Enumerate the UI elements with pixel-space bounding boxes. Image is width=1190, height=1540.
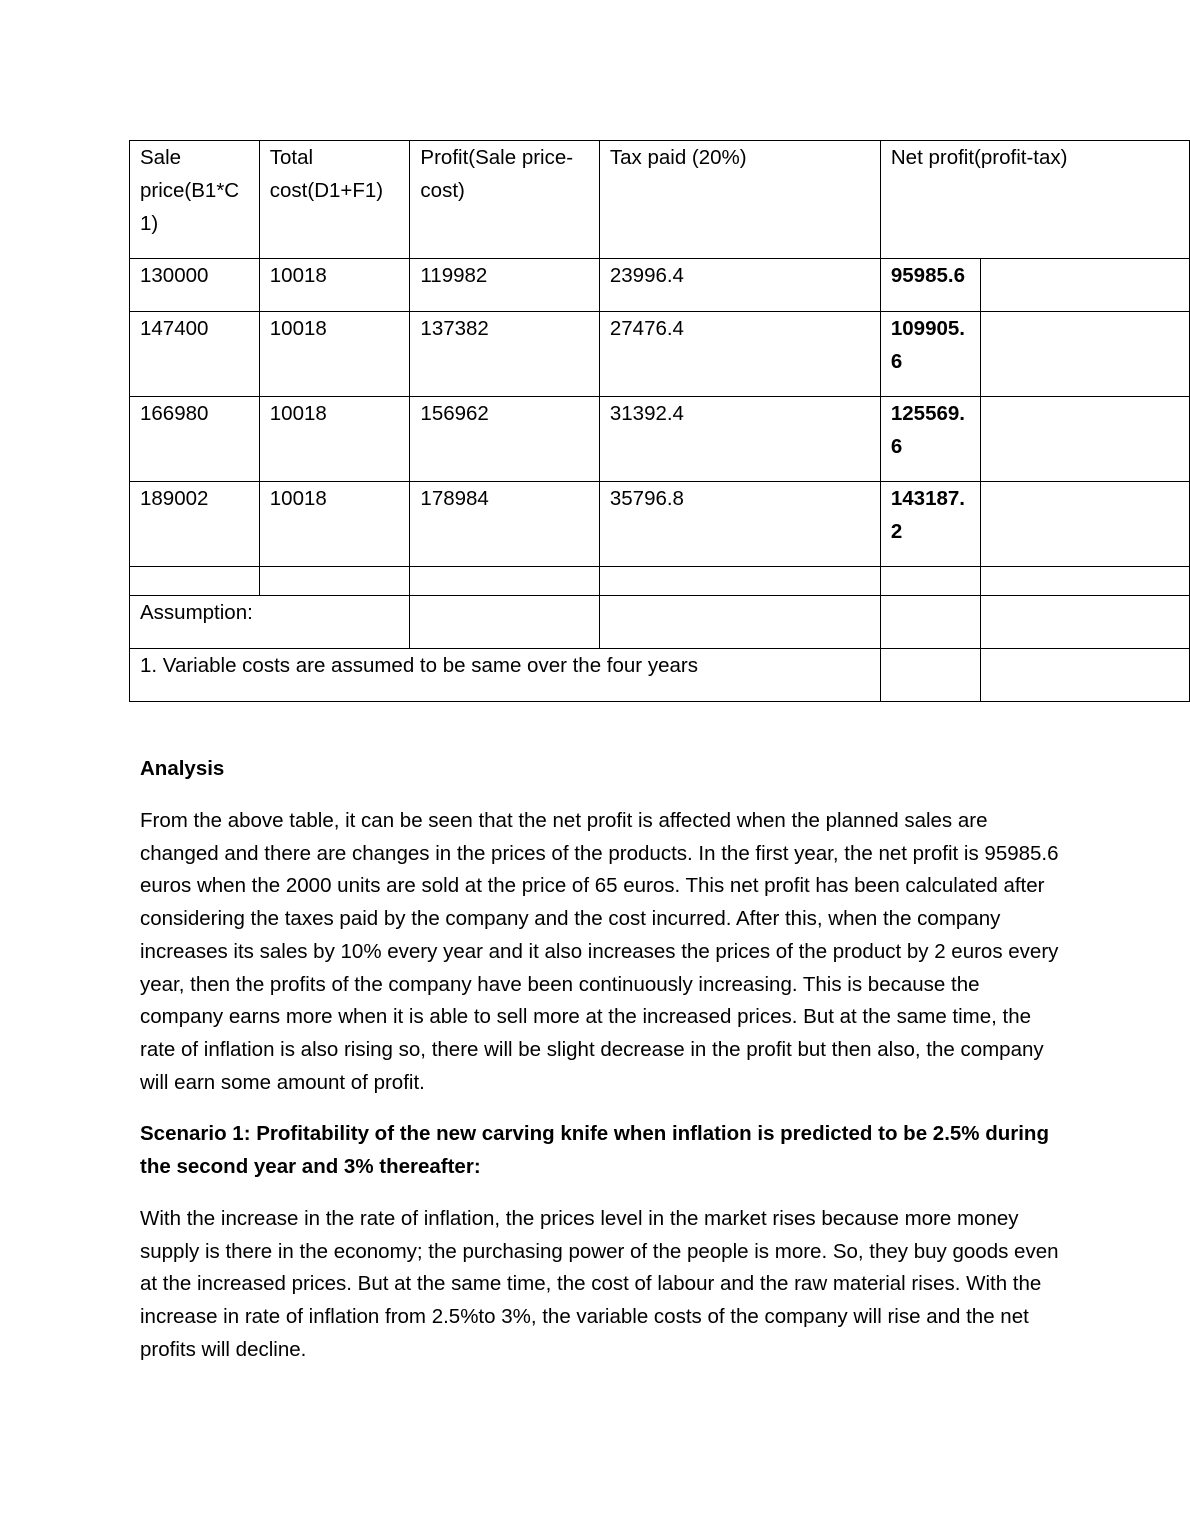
empty-cell <box>130 567 260 596</box>
empty-cell <box>980 649 1189 702</box>
table-cell: 10018 <box>259 259 410 312</box>
analysis-text: From the above table, it can be seen that the net profit is affected when the planned sales are changed and there are changes in the prices of the products. In the first year, the net profit is 95985.6 euros when the 2000 units are sold at the price of 65 euros. This net profit has been calculated after considering the taxes paid by the company and the cost incurred. After this, when the company increases its sales by 10% every year and it also increases the prices of the product by 2 euros every year, then the profits of the company have been continuously increasing. This is because the company earns more when it is able to sell more at the increased prices. But at the same time, the rate of inflation is also rising so, there will be slight decrease in the profit but then also, the company will earn some amount of profit. <box>140 809 1059 1094</box>
table-cell: 156962 <box>410 397 599 482</box>
table-cell: 31392.4 <box>599 397 880 482</box>
table-cell: 147400 <box>130 312 260 397</box>
table-row <box>130 259 1190 312</box>
header-cell: Total cost(D1+F1) <box>259 141 410 259</box>
net-profit-cell: 125569. 6 <box>880 397 980 482</box>
net-profit-cell: 143187. 2 <box>880 482 980 567</box>
table-row <box>130 397 1190 482</box>
profit-table <box>129 140 1190 702</box>
empty-cell <box>599 596 880 649</box>
empty-cell <box>599 567 880 596</box>
empty-cell <box>980 596 1189 649</box>
table-row <box>130 482 1190 567</box>
table-cell: 119982 <box>410 259 599 312</box>
table-cell: 130000 <box>130 259 260 312</box>
analysis-heading: Analysis <box>140 757 225 780</box>
table-cell: 178984 <box>410 482 599 567</box>
net-profit-cell: 109905. 6 <box>880 312 980 397</box>
scenario-1-paragraph <box>140 1203 1060 1367</box>
assumption-label: Assumption: <box>130 596 410 649</box>
table-cell: 137382 <box>410 312 599 397</box>
empty-cell <box>880 596 980 649</box>
table-cell: 189002 <box>130 482 260 567</box>
empty-cell <box>980 312 1189 397</box>
assumption-text: 1. Variable costs are assumed to be same over the four years <box>130 649 881 702</box>
table-cell: 10018 <box>259 482 410 567</box>
net-profit-cell: 95985.6 <box>880 259 980 312</box>
empty-cell <box>410 567 599 596</box>
scenario-1-heading: Scenario 1: Profitability of the new carving knife when inflation is predicted to be 2.5% during the second year and 3% thereafter: <box>140 1122 1049 1178</box>
header-cell: Profit(Sale price-cost) <box>410 141 599 259</box>
header-cell: Tax paid (20%) <box>599 141 880 259</box>
empty-cell <box>980 397 1189 482</box>
assumption-text-row <box>130 649 1190 702</box>
analysis-paragraph <box>140 805 1060 1099</box>
assumption-row <box>130 596 1190 649</box>
empty-cell <box>980 567 1189 596</box>
header-cell: Sale price(B1*C 1) <box>130 141 260 259</box>
empty-cell <box>880 649 980 702</box>
empty-cell <box>259 567 410 596</box>
empty-cell <box>410 596 599 649</box>
empty-cell <box>880 567 980 596</box>
table-cell: 10018 <box>259 312 410 397</box>
header-cell: Net profit(profit-tax) <box>880 141 1189 259</box>
table-row <box>130 312 1190 397</box>
table-header-row <box>130 141 1190 259</box>
table-cell: 166980 <box>130 397 260 482</box>
table-cell: 27476.4 <box>599 312 880 397</box>
table-cell: 10018 <box>259 397 410 482</box>
empty-cell <box>980 482 1189 567</box>
empty-row <box>130 567 1190 596</box>
table-cell: 23996.4 <box>599 259 880 312</box>
scenario-1-text: With the increase in the rate of inflation, the prices level in the market rises because more money supply is there in the economy; the purchasing power of the people is more. So, they buy goods even at the increased prices. But at the same time, the cost of labour and the raw material rises. With the increase in rate of inflation from 2.5%to 3%, the variable costs of the company will rise and the net profits will decline. <box>140 1207 1059 1361</box>
table-cell: 35796.8 <box>599 482 880 567</box>
empty-cell <box>980 259 1189 312</box>
